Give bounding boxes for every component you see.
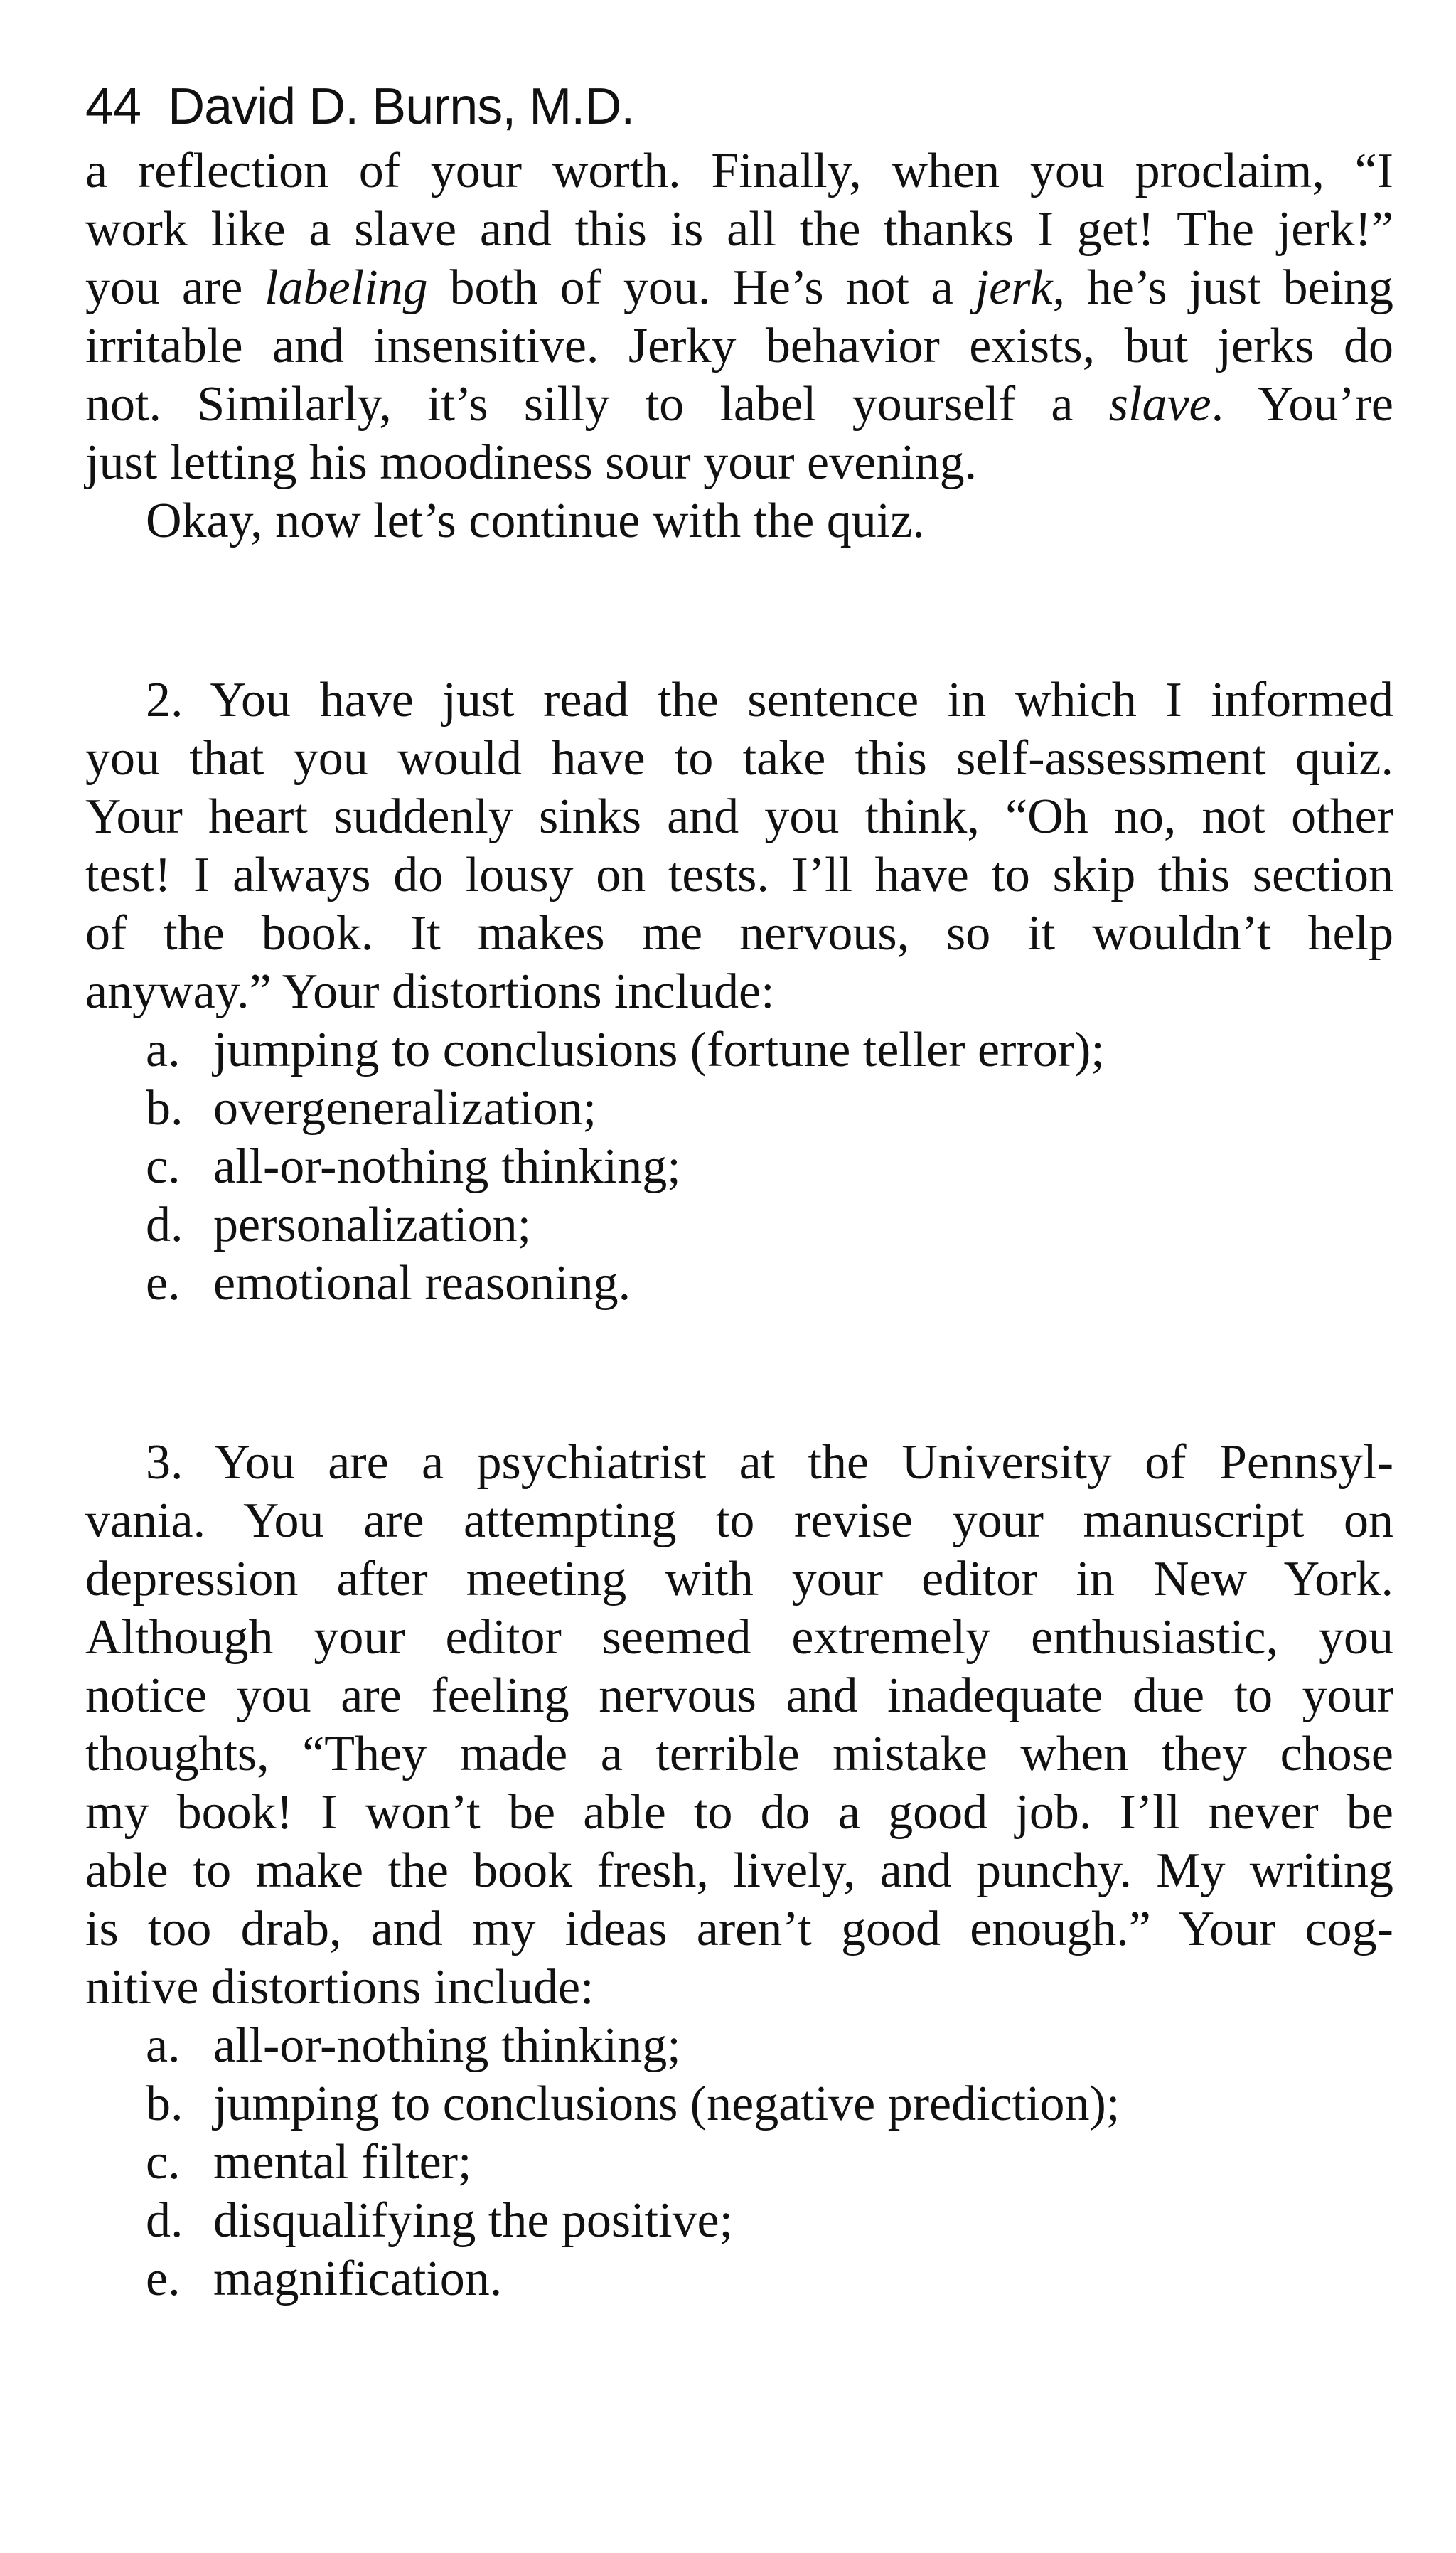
text-line: Your heart suddenly sinks and you think, “Oh no, not other xyxy=(85,789,1393,844)
text-line: test! I always do lousy on tests. I’ll have to skip this section xyxy=(85,848,1393,902)
text-line: you are labeling both of you. He’s not a jerk, he’s just being xyxy=(85,260,1394,315)
text-line: vania. You are attempting to revise your manuscript on xyxy=(85,1493,1393,1548)
question-2-options xyxy=(85,1021,1393,1313)
text-line: just letting his moodiness sour your evening. xyxy=(85,435,978,490)
text-line: my book! I won’t be able to do a good job. I’ll never be xyxy=(85,1785,1393,1840)
list-item: a. jumping to conclusions (fortune teller error); xyxy=(146,1023,1105,1077)
text-line: work like a slave and this is all the thanks I get! The jerk!” xyxy=(85,202,1393,257)
running-header xyxy=(85,71,1393,142)
question-3 xyxy=(85,1434,1393,2017)
list-item: e. emotional reasoning. xyxy=(146,1256,631,1311)
text-line: anyway.” Your distortions include: xyxy=(85,964,775,1019)
emphasis-slave: slave xyxy=(1108,377,1211,432)
list-item: d. personalization; xyxy=(146,1198,532,1252)
text-line: Although your editor seemed extremely enthusiastic, you xyxy=(85,1610,1393,1665)
list-item: b. overgeneralization; xyxy=(146,1081,597,1136)
list-item: c. all-or-nothing thinking; xyxy=(146,1139,681,1194)
text-line: of the book. It makes me nervous, so it wouldn’t help xyxy=(85,906,1393,961)
intro-paragraph xyxy=(85,142,1393,492)
list-item: b. jumping to conclusions (negative prediction); xyxy=(146,2077,1120,2131)
page-number: 44 xyxy=(85,78,141,135)
list-item: d. disqualifying the positive; xyxy=(146,2193,734,2248)
text-line: thoughts, “They made a terrible mistake when they chose xyxy=(85,1727,1393,1781)
list-item: c. mental filter; xyxy=(146,2135,472,2190)
text-line: 3. You are a psychiatrist at the University of Pennsyl- xyxy=(146,1435,1394,1490)
text-line: depression after meeting with your editor in New York. xyxy=(85,1552,1393,1606)
list-item: e. magnification. xyxy=(146,2251,503,2306)
text-line: a reflection of your worth. Finally, when you proclaim, “I xyxy=(85,144,1393,198)
text-line: irritable and insensitive. Jerky behavior exists, but jerks do xyxy=(85,319,1393,373)
list-item: a. all-or-nothing thinking; xyxy=(146,2018,681,2073)
question-3-options xyxy=(85,2017,1393,2308)
text-line: able to make the book fresh, lively, and punchy. My writing xyxy=(85,1843,1393,1898)
author-name: David D. Burns, M.D. xyxy=(168,78,635,135)
text-line: nitive distortions include: xyxy=(85,1960,594,2015)
question-number: 3. xyxy=(146,1435,183,1490)
question-2 xyxy=(85,671,1393,1021)
continue-line: Okay, now let’s continue with the quiz. xyxy=(146,494,925,548)
question-number: 2. xyxy=(146,673,183,727)
text-line: is too drab, and my ideas aren’t good enough.” Your cog- xyxy=(85,1902,1393,1956)
text-line: notice you are feeling nervous and inadequate due to your xyxy=(85,1668,1393,1723)
emphasis-jerk: jerk xyxy=(975,260,1053,315)
text-line: you that you would have to take this self-assessment quiz. xyxy=(85,731,1393,786)
text-line: not. Similarly, it’s silly to label yourself a slave. You’re xyxy=(85,377,1394,432)
text-line: 2. You have just read the sentence in which I informed xyxy=(146,673,1393,727)
emphasis-labeling: labeling xyxy=(264,260,428,315)
book-page xyxy=(85,71,1393,2308)
